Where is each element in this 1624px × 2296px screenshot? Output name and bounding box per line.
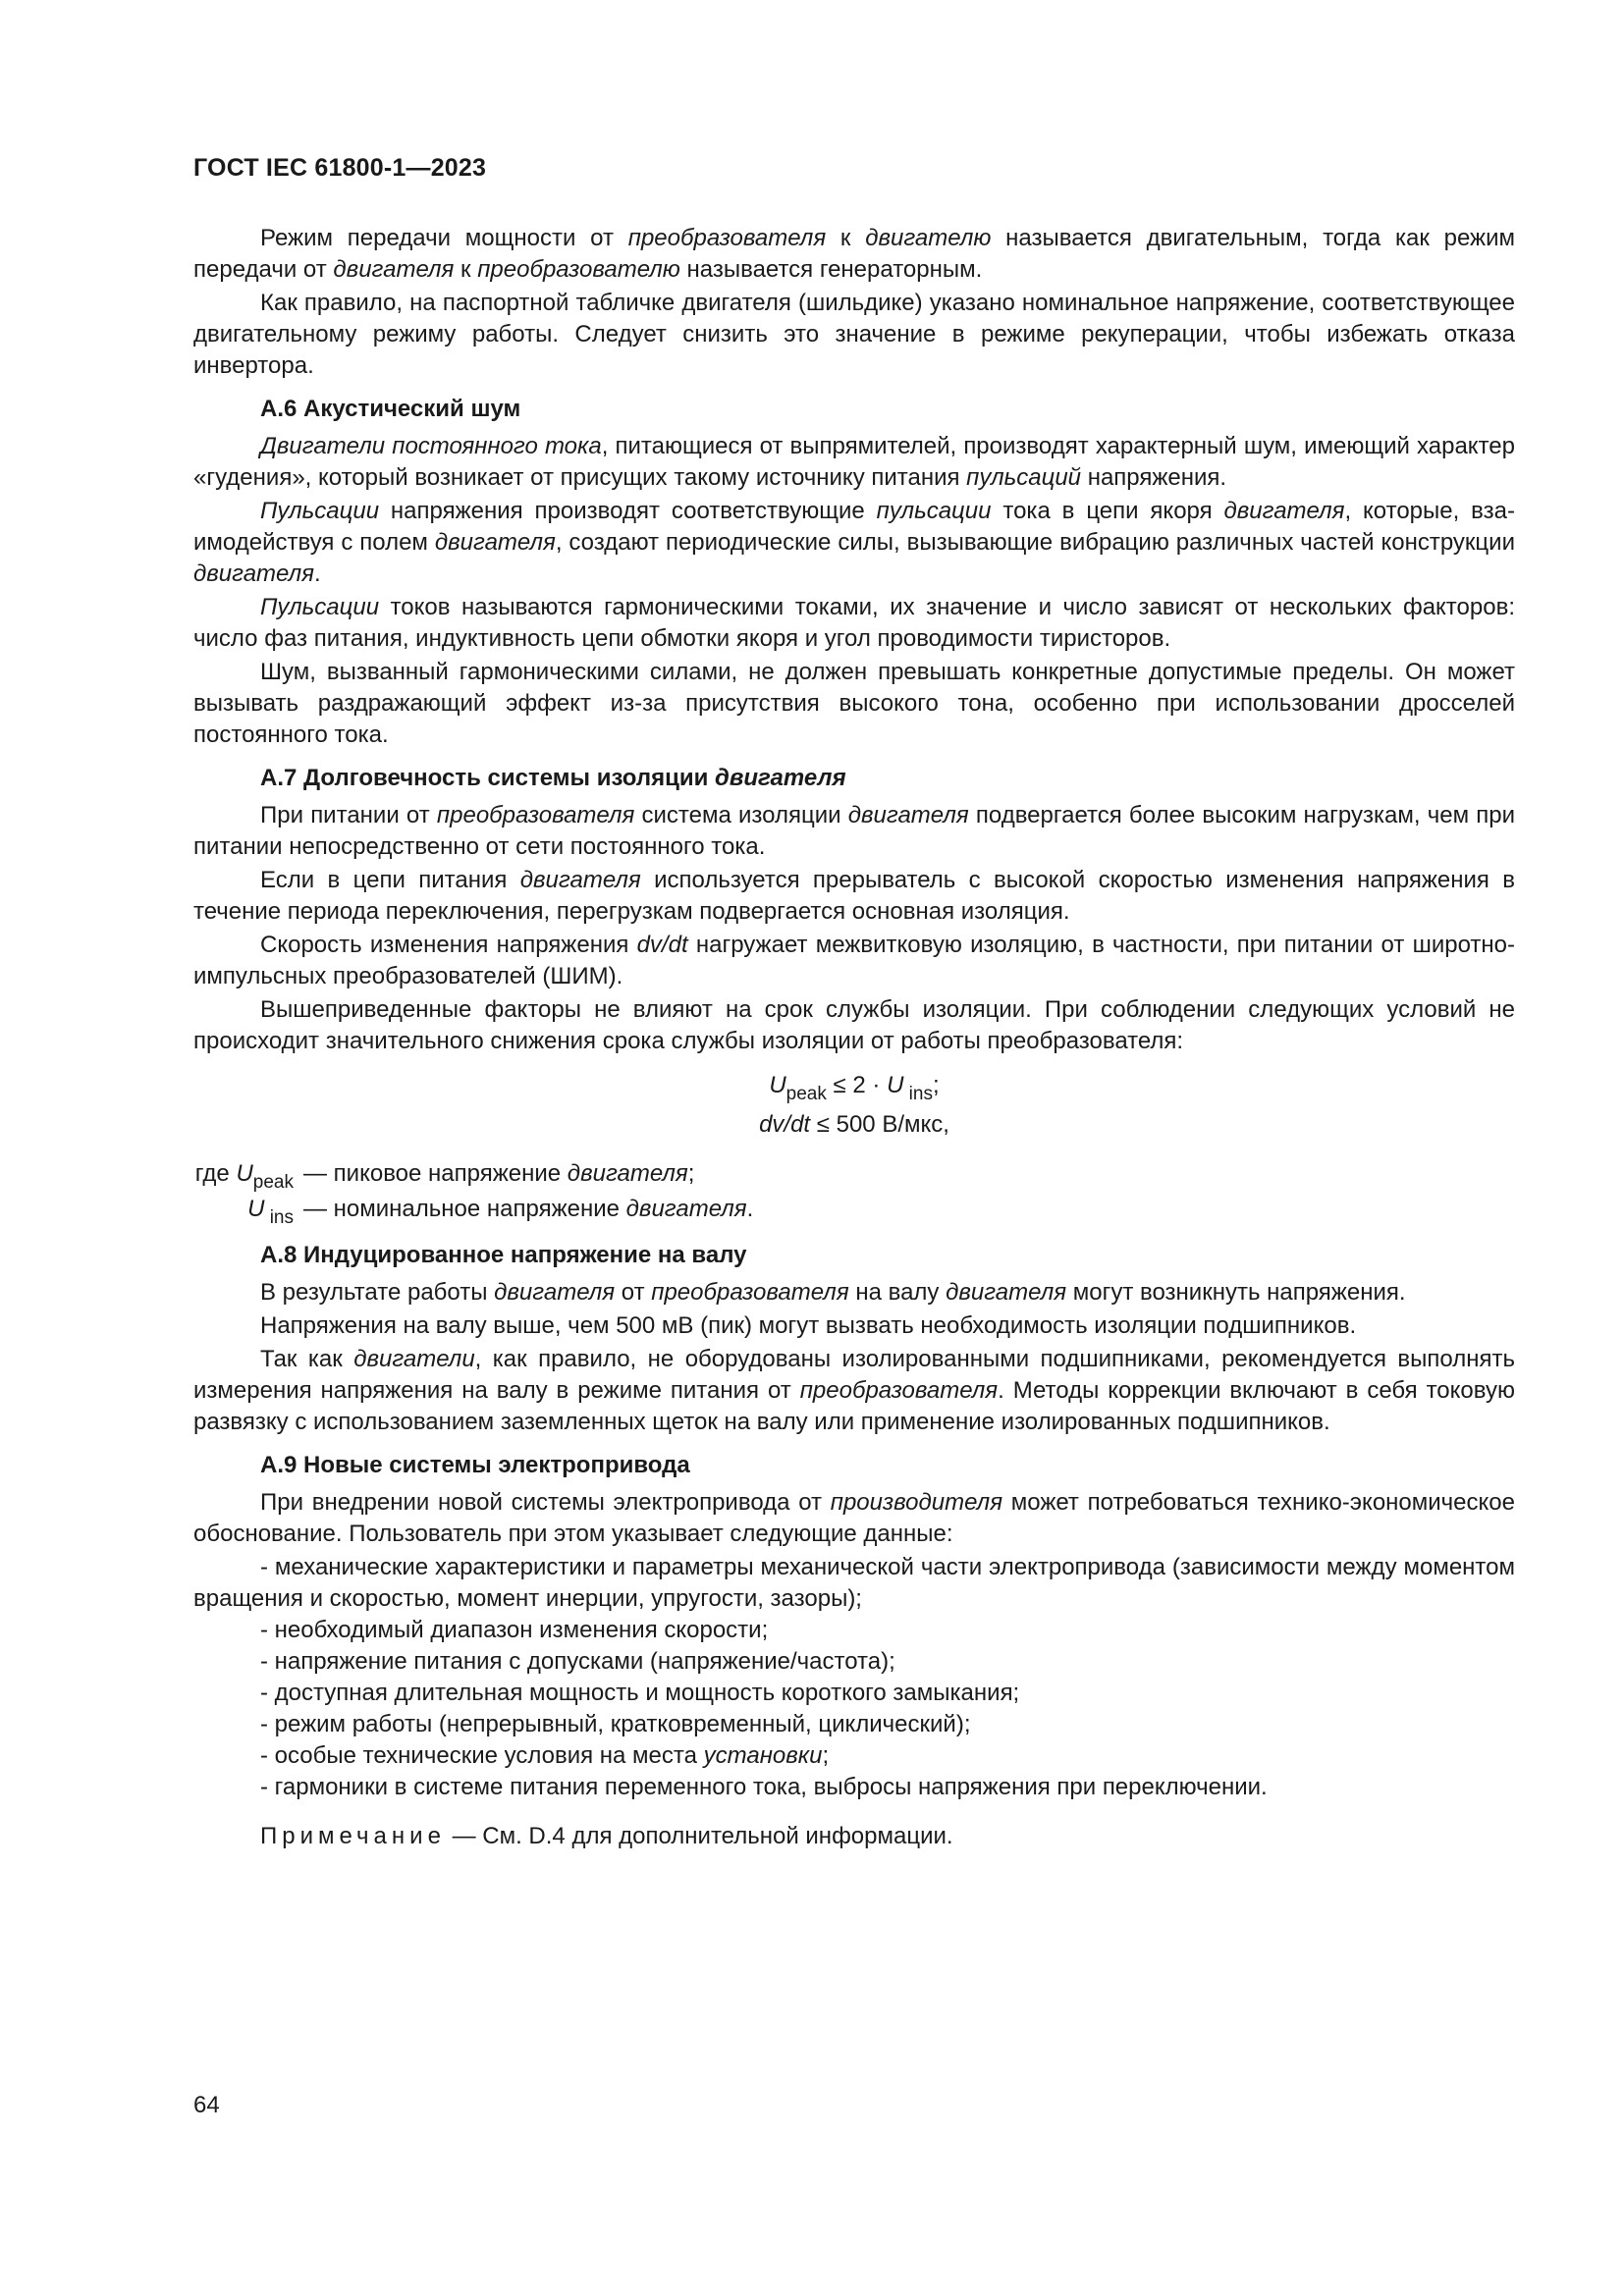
where-row-upeak: где $U_{peak}$ — пиковое напряжение двигателя; (194, 1160, 695, 1193)
document-header: ГОСТ IEC 61800-1—2023 (193, 154, 487, 182)
list-item: - особые технические условия на места установки; (260, 1742, 830, 1769)
list-item: - необходимый диапазон изменения скорости; (260, 1617, 769, 1643)
a6-paragraph-2: Пульсации напряжения производят соответствующие пульсации тока в цепи якоря двигателя, которые, взаимодействуя с полем двигателя, создают периодические силы, вызывающие вибрацию различных частей конструкции двигателя. (193, 498, 1515, 587)
list-item: - напряжение питания с допусками (напряжение/частота); (260, 1648, 895, 1675)
section-a6-heading: А.6 Акустический шум (260, 396, 521, 422)
intro-paragraph-2: Как правило, на паспортной табличке двигателя (шильдике) указано номинальное напряжение, соответствующее двигательному режиму работы. Следует снизить это значение в режиме рекуперации, чтобы избежать отказа инвертора. (193, 290, 1515, 379)
page-number: 64 (193, 2092, 220, 2118)
a6-paragraph-3: Пульсации токов называются гармоническими токами, их значение и число зависят от нескольких факторов: число фаз питания, индуктивность цепи обмотки якоря и угол проводимости тиристоров. (193, 594, 1515, 652)
formula-dvdt: dv/dt ≤ 500 В/мкс, (759, 1111, 949, 1138)
list-item: - гармоники в системе питания переменного тока, выбросы напряжения при переключении. (260, 1774, 1268, 1800)
note-label: Примечание (260, 1823, 446, 1849)
a6-paragraph-1: Двигатели постоянного тока, питающиеся от выпрямителей, производят характерный шум, имеющий характер «гудения», который возникает от присущих такому источнику питания пульсаций напряжения. (193, 433, 1515, 491)
intro-paragraph-1: Режим передачи мощности от преобразователя к двигателю называется двигательным, тогда как режим передачи от двигателя к преобразователю называется генераторным. (193, 225, 1515, 283)
list-item: - режим работы (непрерывный, кратковременный, циклический); (260, 1711, 971, 1737)
a8-paragraph-2: Напряжения на валу выше, чем 500 мВ (пик) могут вызвать необходимость изоляции подшипников. (260, 1312, 1357, 1339)
a7-paragraph-1: При питании от преобразователя система изоляции двигателя подвергается более высоким нагрузкам, чем при питании непосредственно от сети постоянного тока. (193, 802, 1516, 860)
a9-paragraph-1: При внедрении новой системы электропривода от производителя может потребоваться технико-экономическое обоснование. Пользователь при этом указывает следующие данные: (193, 1489, 1515, 1547)
section-a9-heading: А.9 Новые системы электропривода (260, 1452, 690, 1478)
a6-paragraph-4: Шум, вызванный гармоническими силами, не должен превышать конкретные допустимые пределы. Он может вызывать раздражающий эффект из-за присутствия высокого тона, особенно при использовании дросселей постоянного тока. (193, 659, 1515, 748)
note (260, 1821, 1515, 1852)
list-item: - механические характеристики и параметры механической части электропривода (зависимости между моментом вращения и скоростью, момент инерции, упругости, зазоры); (193, 1554, 1515, 1612)
a8-paragraph-3: Так как двигатели, как правило, не оборудованы изолированными подшипниками, рекомендуется выполнять измерения напряжения на валу в режиме питания от преобразователя. Методы коррекции включают в себя токовую развязку с использованием заземленных щеток на валу или применение изолированных подшипников. (193, 1346, 1515, 1435)
formula-block (193, 1067, 1515, 1144)
a7-paragraph-3: Скорость изменения напряжения dv/dt нагружает межвитковую изоляцию, в частности, при питании от широтно-импульсных преобразователей (ШИМ). (193, 932, 1515, 989)
a7-paragraph-2: Если в цепи питания двигателя используется прерыватель с высокой скоростью изменения напряжения в течение периода переключения, перегрузкам подвергается основная изоляция. (193, 867, 1515, 925)
section-a7-heading: А.7 Долговечность системы изоляции двигателя (260, 765, 846, 791)
formula-upeak: $U_{peak} \le 2 \cdot U$ $_{ins}$; (769, 1072, 940, 1104)
document-body (193, 223, 1515, 1852)
note-text: — См. D.4 для дополнительной информации. (445, 1823, 953, 1849)
section-a8-heading: А.8 Индуцированное напряжение на валу (260, 1242, 747, 1268)
where-row-uins: U $_{ins}$ — номинальное напряжение двигателя. (247, 1196, 754, 1228)
list-item: - доступная длительная мощность и мощность короткого замыкания; (260, 1680, 1020, 1706)
where-legend (193, 1157, 1515, 1228)
a8-paragraph-1: В результате работы двигателя от преобразователя на валу двигателя могут возникнуть напряжения. (260, 1279, 1406, 1306)
a7-paragraph-4: Вышеприведенные факторы не влияют на срок службы изоляции. При соблюдении следующих условий не происходит значительного снижения срока службы изоляции от работы преобразователя: (193, 996, 1515, 1054)
